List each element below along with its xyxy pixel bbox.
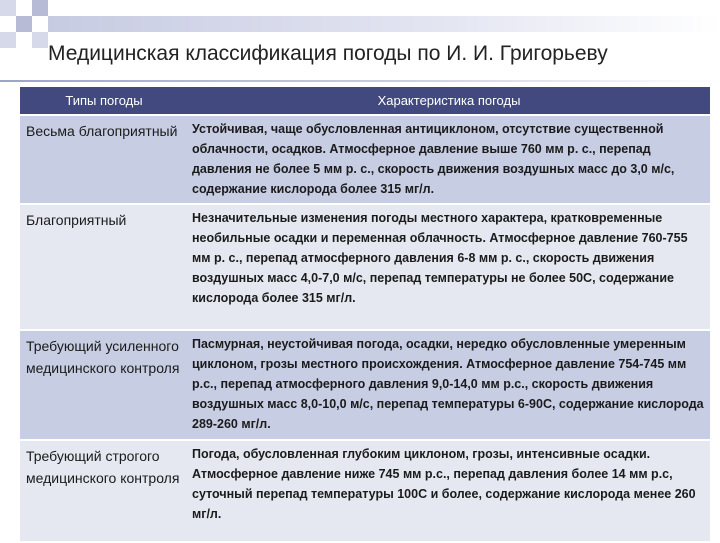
slide-title: Медицинская классификация погоды по И. И. Григорьеву <box>48 42 608 65</box>
weather-type-cell: Благоприятный <box>20 204 188 330</box>
table-row <box>20 204 710 330</box>
weather-description-cell: Незначительные изменения погоды местного характера, кратковременные необильные осадки и переменная облачность. Атмосферное давление 760-755 мм р. с., перепад атмосферного давления 6-8 мм р. с., скорость движения воздушных масс 4,0-7,0 м/с, перепад температуры не более 50С, содержание кислорода более 315 мг/л. <box>188 204 710 330</box>
corner-square <box>32 0 48 16</box>
corner-square <box>16 16 32 32</box>
weather-type-cell: Требующий усиленного медицинского контроля <box>20 330 188 440</box>
table-header-row <box>20 87 710 115</box>
title-separator <box>0 80 720 82</box>
weather-type-cell: Требующий строгого медицинского контроля <box>20 440 188 542</box>
table-row <box>20 330 710 440</box>
weather-description-cell: Погода, обусловленная глубоким циклоном, грозы, интенсивные осадки. Атмосферное давление ниже 745 мм р.с., перепад давления более 14 мм р.с, суточный перепад температуры 100С и более, содержание кислорода менее 260 мг/л. <box>188 440 710 542</box>
corner-square <box>0 32 16 48</box>
weather-type-cell: Весьма благоприятный <box>20 115 188 204</box>
column-header-characteristics: Характеристика погоды <box>188 87 710 115</box>
table-row <box>20 115 710 204</box>
weather-classification-table <box>20 87 710 543</box>
column-header-types: Типы погоды <box>20 87 188 115</box>
weather-description-cell: Устойчивая, чаще обусловленная антициклоном, отсутствие существенной облачности, осадков. Атмосферное давление выше 760 мм р. с., перепад давления не более 5 мм р. с., скорость движения воздушных масс до 3,0 м/с, содержание кислорода более 315 мг/л. <box>188 115 710 204</box>
corner-square <box>32 32 48 48</box>
table-row <box>20 440 710 542</box>
header-gradient-bar <box>48 16 720 32</box>
weather-description-cell: Пасмурная, неустойчивая погода, осадки, нередко обусловленные умеренным циклоном, грозы местного происхождения. Атмосферное давление 754-745 мм р.с., перепад атмосферного давления 9,0-14,0 мм р.с., скорость движения воздушных масс 8,0-10,0 м/с, перепад температуры 6-90С, содержание кислорода 289-260 мг/л. <box>188 330 710 440</box>
corner-square <box>0 0 16 16</box>
